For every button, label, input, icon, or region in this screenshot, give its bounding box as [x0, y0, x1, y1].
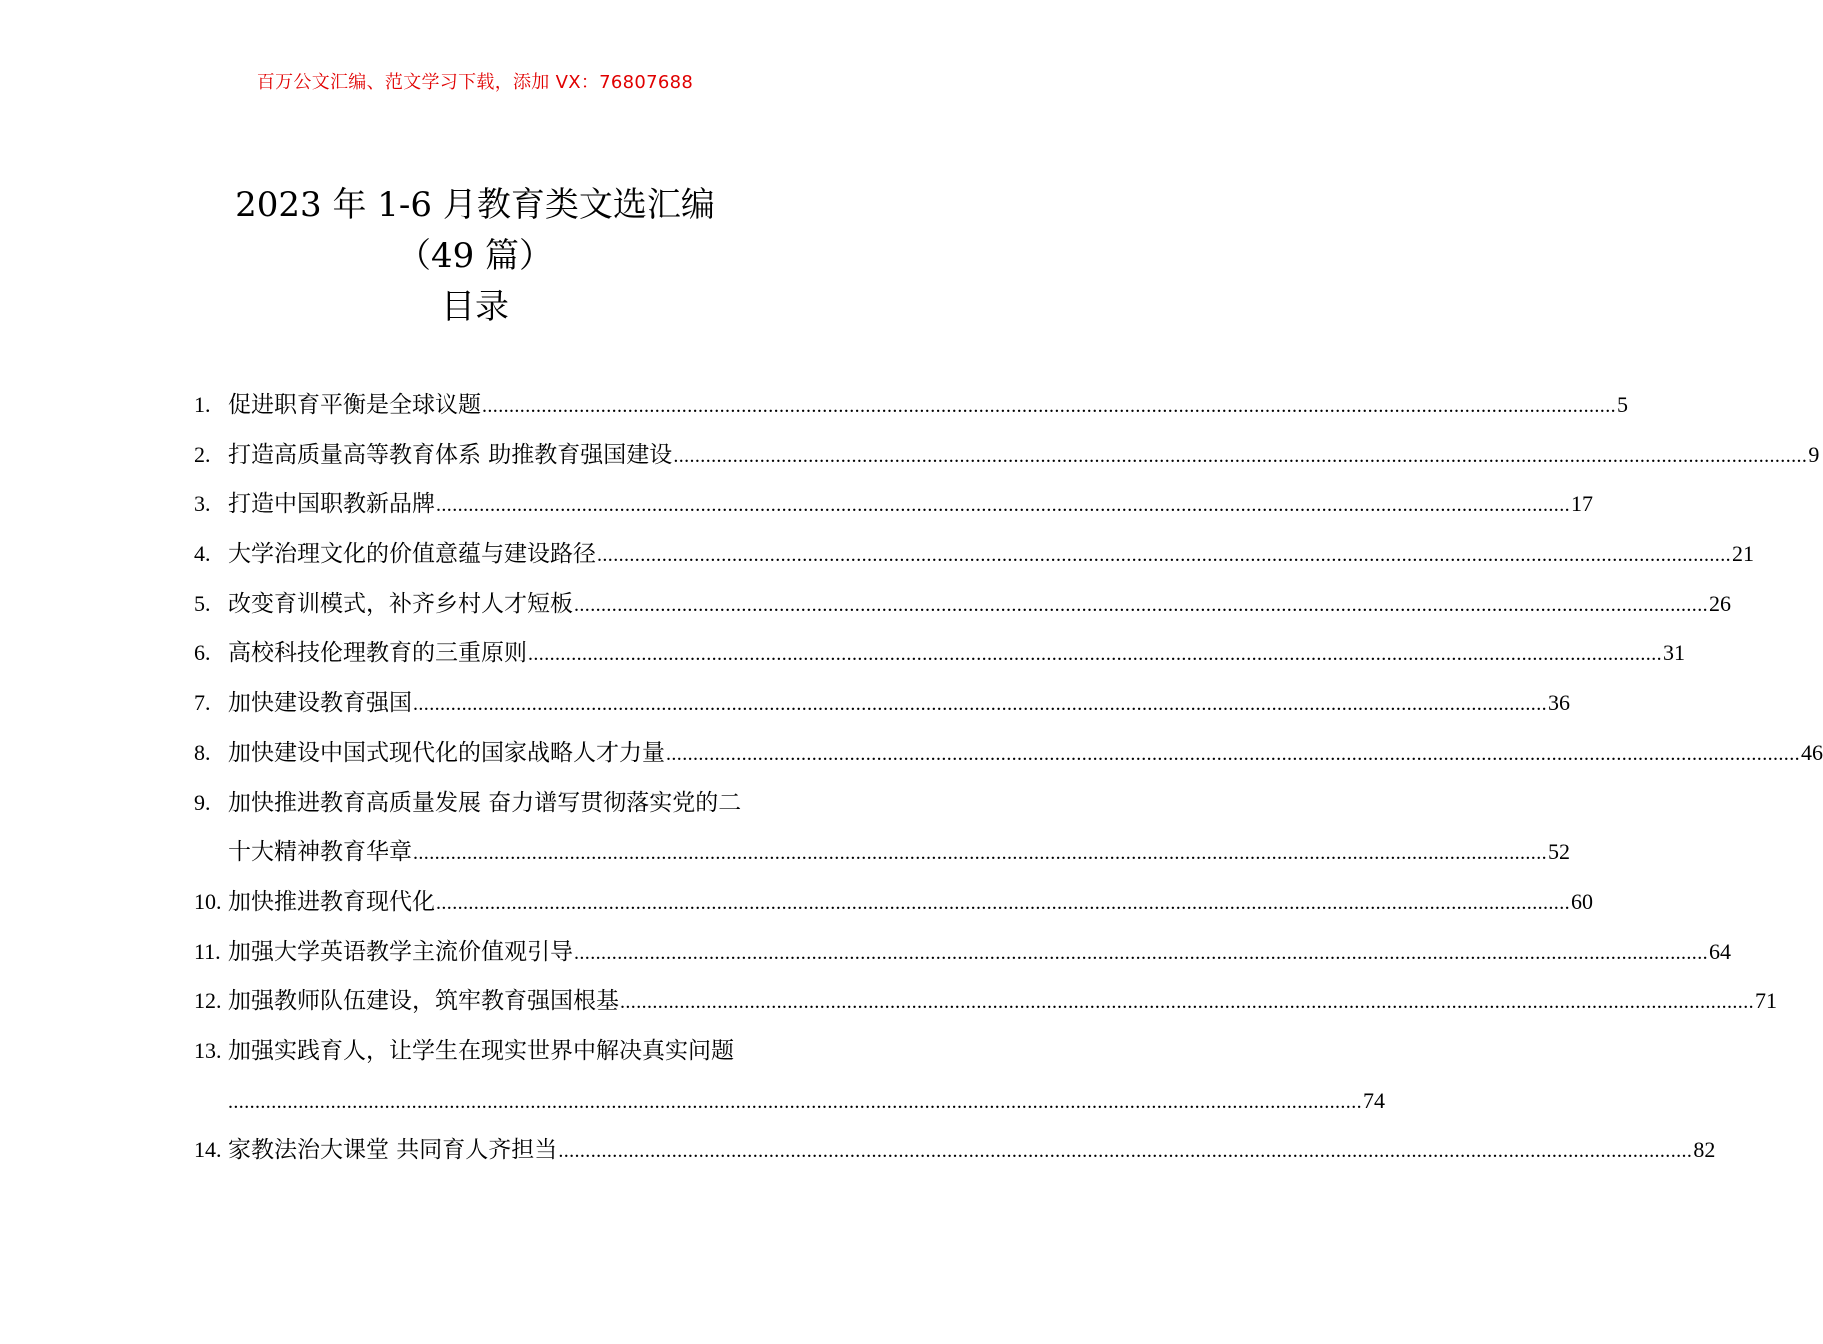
- toc-leader-dots: [666, 730, 1800, 780]
- document-title: [0, 180, 950, 333]
- toc-entry-page: 46: [1801, 739, 1823, 765]
- toc-entry-page: 9: [1808, 441, 1820, 467]
- toc-entry-page: 71: [1755, 988, 1777, 1014]
- toc-entry-page: 52: [1548, 839, 1570, 865]
- toc-entry[interactable]: [194, 579, 1731, 629]
- toc-entry[interactable]: [194, 529, 1754, 579]
- toc-entry-title: 大学治理文化的价值意蕴与建设路径: [228, 541, 596, 568]
- toc-entry-number: 10.: [194, 888, 222, 914]
- toc-entry-number: 9.: [194, 789, 211, 815]
- toc-leader-dots: [574, 929, 1708, 979]
- toc-entry[interactable]: [194, 927, 1731, 977]
- toc-entry-number: 4.: [194, 541, 211, 567]
- toc-leader-dots: [620, 978, 1754, 1028]
- toc-leader-dots: [558, 1127, 1692, 1177]
- toc-leader-dots: [413, 680, 1547, 730]
- toc-entry[interactable]: [194, 628, 1685, 678]
- toc-entry-number: 14.: [194, 1137, 222, 1163]
- toc-entry-title: 加快建设中国式现代化的国家战略人才力量: [228, 739, 665, 766]
- table-of-contents: [194, 380, 1823, 1175]
- toc-entry[interactable]: [194, 1125, 1716, 1175]
- toc-leader-dots: [528, 630, 1662, 680]
- toc-heading: 目录: [441, 287, 509, 327]
- toc-entry-page: 21: [1732, 541, 1754, 567]
- toc-entry-title: 加强实践育人，让学生在现实世界中解决真实问题: [228, 1037, 734, 1064]
- toc-entry-number: 8.: [194, 739, 211, 765]
- toc-entry-page: 26: [1709, 590, 1731, 616]
- toc-entry-page: 60: [1571, 888, 1593, 914]
- toc-entry-number: 2.: [194, 441, 211, 467]
- toc-entry-number: 13.: [194, 1037, 222, 1063]
- toc-entry-title: 加快推进教育高质量发展 奋力谱写贯彻落实党的二: [228, 789, 742, 816]
- toc-entry[interactable]: [194, 976, 1777, 1026]
- header-banner: 百万公文汇编、范文学习下载，添加 VX：76807688: [256, 72, 694, 93]
- toc-entry-title: 家教法治大课堂 共同育人齐担当: [228, 1137, 558, 1164]
- toc-leader-dots: [597, 531, 1731, 581]
- toc-entry-page: 31: [1663, 640, 1685, 666]
- toc-entry[interactable]: [194, 479, 1593, 529]
- toc-entry-title: 打造中国职教新品牌: [228, 491, 435, 518]
- toc-entry-page: 36: [1548, 690, 1570, 716]
- toc-leader-dots: [436, 481, 1570, 531]
- toc-entry-number: 7.: [194, 690, 211, 716]
- toc-entry[interactable]: [194, 380, 1628, 430]
- toc-leader-dots: [436, 879, 1570, 929]
- toc-entry-number: 3.: [194, 491, 211, 517]
- toc-entry-number: 5.: [194, 590, 211, 616]
- toc-entry-page: 17: [1571, 491, 1593, 517]
- toc-entry[interactable]: [194, 678, 1570, 728]
- toc-entry-number: 11.: [194, 938, 221, 964]
- toc-entry[interactable]: [194, 1026, 806, 1076]
- toc-entry-page: 5: [1617, 392, 1628, 417]
- toc-entry-title: 加快建设教育强国: [228, 690, 412, 717]
- title-line-1: 2023 年 1-6 月教育类文选汇编: [235, 185, 715, 225]
- toc-entry-title: 高校科技伦理教育的三重原则: [228, 640, 527, 667]
- toc-entry-title: 改变育训模式，补齐乡村人才短板: [228, 590, 573, 617]
- toc-entry-number: 1.: [194, 392, 211, 417]
- toc-entry-title: 加强教师队伍建设，筑牢教育强国根基: [228, 988, 619, 1015]
- toc-leader-dots: [574, 581, 1708, 631]
- toc-entry[interactable]: [194, 728, 1823, 778]
- toc-entry-number: 6.: [194, 640, 211, 666]
- title-line-2: （49 篇）: [396, 236, 554, 276]
- toc-entry-title: 打造高质量高等教育体系 助推教育强国建设: [228, 441, 673, 468]
- toc-leader-dots: [673, 432, 1807, 482]
- toc-entry-continuation[interactable]: [194, 1076, 1385, 1126]
- toc-leader-dots: [228, 1078, 1362, 1128]
- toc-entry-page: 74: [1363, 1087, 1385, 1113]
- toc-entry-continuation[interactable]: [194, 827, 1570, 877]
- toc-entry-page: 82: [1693, 1137, 1716, 1163]
- toc-entry-number: 12.: [194, 988, 222, 1014]
- toc-entry-page: 64: [1709, 938, 1731, 964]
- toc-entry[interactable]: [194, 778, 806, 828]
- toc-entry-title: 加强大学英语教学主流价值观引导: [228, 938, 573, 965]
- toc-entry-title: 促进职育平衡是全球议题: [228, 392, 481, 418]
- toc-entry-title-cont: 十大精神教育华章: [228, 839, 412, 866]
- toc-entry[interactable]: [194, 877, 1593, 927]
- toc-leader-dots: [413, 829, 1547, 879]
- toc-leader-dots: [482, 382, 1616, 432]
- toc-entry[interactable]: [194, 430, 1820, 480]
- toc-entry-title: 加快推进教育现代化: [228, 888, 435, 915]
